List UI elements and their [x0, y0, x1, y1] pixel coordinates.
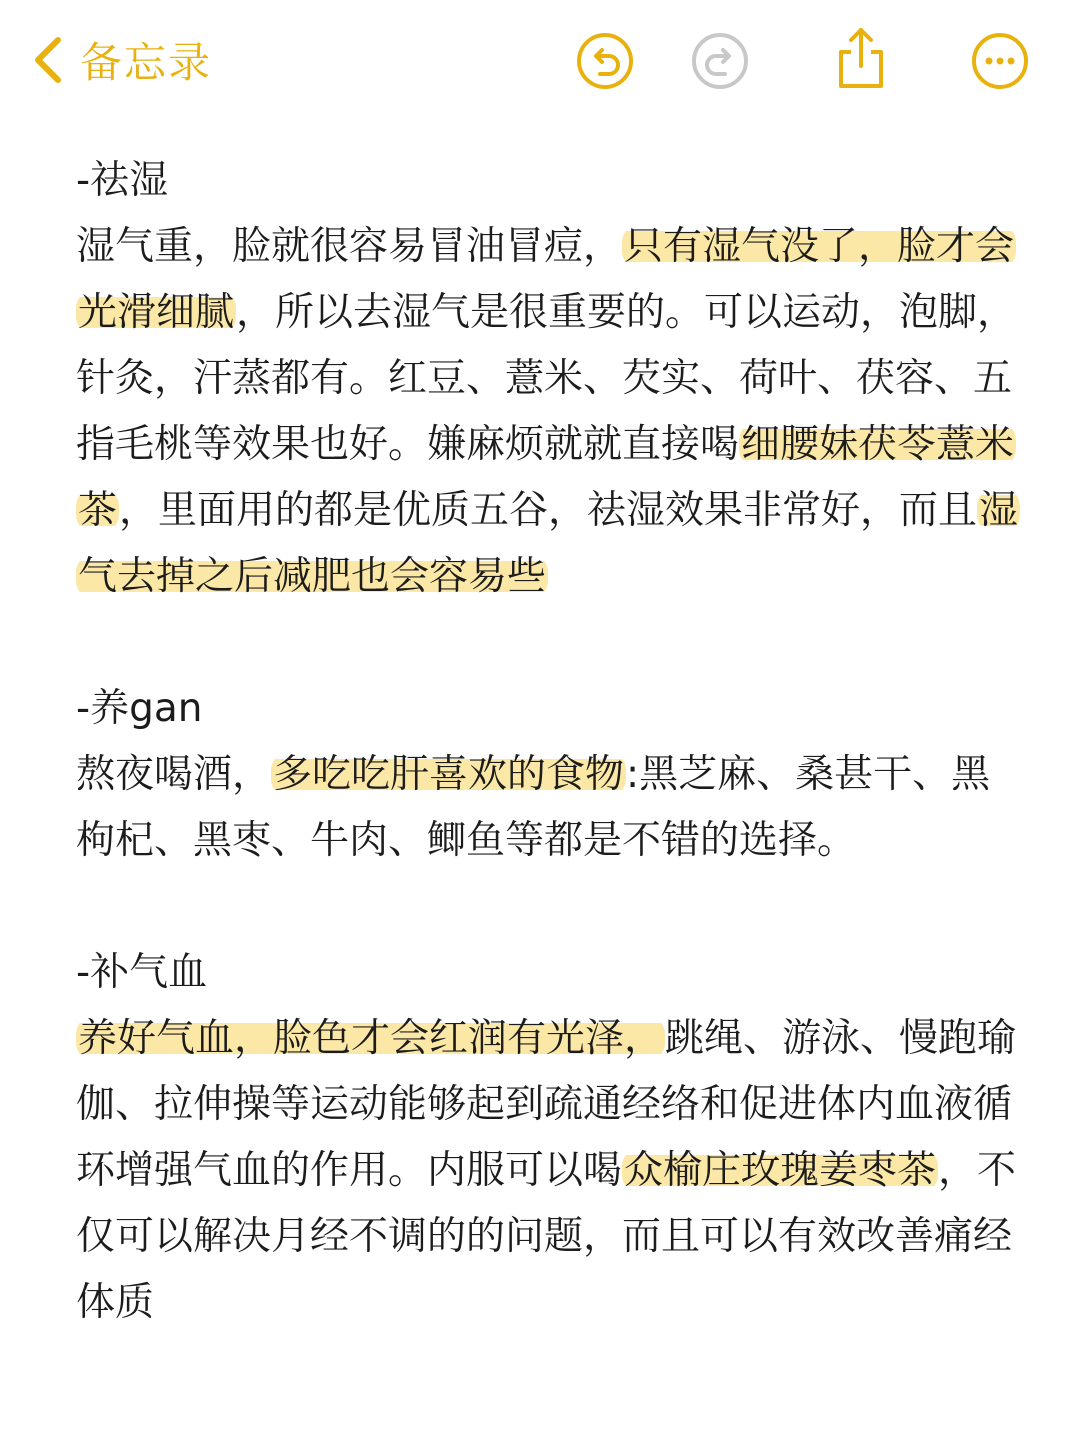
- section-paragraph: [76, 214, 1026, 610]
- highlighted-text: 养好气血，脸色才会红润有光泽，: [78, 1016, 664, 1061]
- undo-button[interactable]: [576, 32, 634, 90]
- navigation-bar: [0, 0, 1080, 120]
- share-button[interactable]: [832, 26, 890, 90]
- text-run: 熬夜喝酒，: [76, 752, 272, 797]
- blank-line: [76, 610, 1026, 676]
- highlighted-text: 众榆庄玫瑰姜枣茶: [624, 1148, 937, 1193]
- more-button[interactable]: [971, 32, 1029, 90]
- highlighted-text: 多吃吃肝喜欢的食物: [273, 752, 625, 797]
- text-run: 湿气重，脸就很容易冒油冒痘，: [76, 224, 623, 269]
- text-run: ，所以去湿气是很重要的。可以运动，泡脚，针灸，汗蒸都有。红豆、薏米、芡实、荷叶、茯容、五指毛桃等效果也好。嫌麻烦就就直接喝: [76, 290, 1017, 467]
- section-dampness: [76, 148, 1026, 610]
- chevron-left-icon: [28, 30, 68, 90]
- section-qi-blood: [76, 940, 1026, 1336]
- more-icon: [971, 32, 1029, 90]
- back-button[interactable]: [28, 30, 212, 90]
- text-run: 跳绳、游泳、慢跑瑜伽、拉伸操等运动能够起到疏通经络和促进体内血液循环增强气血的作用。内服可以喝: [76, 1016, 1017, 1193]
- note-body[interactable]: [76, 148, 1026, 1336]
- section-paragraph: [76, 1006, 1026, 1336]
- text-run: ，里面用的都是优质五谷，祛湿效果非常好，而且: [119, 488, 978, 533]
- text-run: ，不仅可以解决月经不调的的问题，而且可以有效改善痛经体质: [76, 1148, 1017, 1325]
- highlighted-text: 只有湿气没了，脸才会光滑细腻: [78, 224, 1015, 335]
- section-heading: -祛湿: [76, 158, 169, 203]
- highlighted-text: 湿气去掉之后减肥也会容易些: [78, 488, 1019, 599]
- section-heading: -补气血: [76, 950, 208, 995]
- section-liver: [76, 676, 1026, 874]
- section-heading: -养gan: [76, 686, 203, 731]
- section-paragraph: [76, 742, 1026, 874]
- highlighted-text: 细腰妹茯苓薏米茶: [78, 422, 1015, 533]
- blank-line: [76, 874, 1026, 940]
- share-icon: [832, 26, 890, 90]
- redo-icon: [691, 32, 749, 90]
- redo-button[interactable]: [691, 32, 749, 90]
- text-run: :黑芝麻、桑甚干、黑枸杞、黑枣、牛肉、鲫鱼等都是不错的选择。: [76, 752, 991, 863]
- undo-icon: [576, 32, 634, 90]
- back-label: 备忘录: [80, 38, 213, 87]
